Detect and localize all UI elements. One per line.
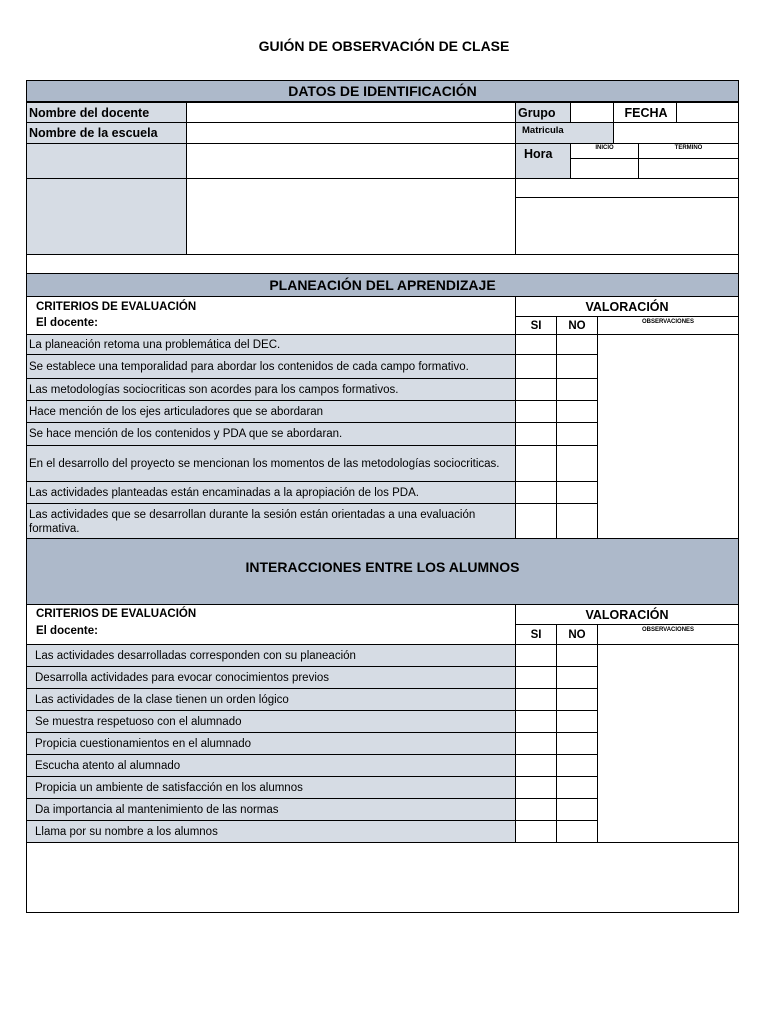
identification-header-text: DATOS DE IDENTIFICACIÓN: [288, 83, 477, 99]
planning-criterion-text: Se establece una temporalidad para abordar los contenidos de cada campo formativo.: [29, 360, 469, 373]
planning-criterion-text: La planeación retoma una problemática del DEC.: [29, 338, 281, 351]
group-label-text: Grupo: [518, 105, 556, 120]
planning-yes-cell[interactable]: [515, 422, 557, 446]
interactions-yes-cell[interactable]: [515, 820, 557, 843]
planning-criterion: [26, 354, 516, 379]
planning-criterion-text: Las actividades que se desarrollan durante la sesión están orientadas a una evaluación formativa.: [29, 508, 476, 535]
planning-criterion: [26, 445, 516, 482]
planning-yes-cell[interactable]: [515, 334, 557, 355]
interactions-yes-header: [515, 624, 557, 645]
planning-observations-label: OBSERVACIONES: [641, 319, 695, 325]
interactions-no-cell[interactable]: [556, 688, 598, 711]
interactions-yes-cell[interactable]: [515, 688, 557, 711]
interactions-yes-cell[interactable]: [515, 666, 557, 689]
enrollment-label-text: Matricula: [522, 125, 564, 136]
planning-yes-label: SI: [530, 319, 542, 332]
blank-field-4[interactable]: [515, 197, 739, 255]
start-time-label-text: INICIO: [595, 145, 614, 151]
start-time-field[interactable]: [570, 158, 639, 179]
interactions-criterion: [26, 820, 516, 843]
planning-criteria-header: [26, 296, 516, 335]
planning-criterion: [26, 481, 516, 504]
interactions-criteria-label: CRITERIOS DE EVALUACIÓN: [36, 608, 197, 620]
interactions-no-cell[interactable]: [556, 732, 598, 755]
teacher-name-label: [26, 102, 187, 123]
interactions-yes-cell[interactable]: [515, 776, 557, 799]
planning-no-cell[interactable]: [556, 354, 598, 379]
date-label-text: FECHA: [624, 105, 668, 120]
interactions-criterion: [26, 710, 516, 733]
interactions-yes-cell[interactable]: [515, 644, 557, 667]
planning-header-text: PLANEACIÓN DEL APRENDIZAJE: [269, 277, 496, 293]
planning-yes-cell[interactable]: [515, 481, 557, 504]
blank-label-2: [26, 178, 187, 255]
planning-no-header: [556, 316, 598, 335]
interactions-yes-cell[interactable]: [515, 732, 557, 755]
interactions-header-text: INTERACCIONES ENTRE LOS ALUMNOS: [245, 559, 520, 575]
end-time-label-text: TERMINO: [674, 145, 703, 151]
interactions-criterion-text: Se muestra respetuoso con el alumnado: [35, 715, 242, 728]
interactions-criterion: [26, 732, 516, 755]
end-time-label: [638, 143, 739, 159]
date-field[interactable]: [676, 102, 739, 123]
planning-no-cell[interactable]: [556, 445, 598, 482]
interactions-teacher-label: El docente:: [36, 625, 98, 637]
planning-no-cell[interactable]: [556, 334, 598, 355]
interactions-criterion-text: Llama por su nombre a los alumnos: [35, 825, 218, 838]
frame-line-right: [738, 254, 739, 274]
identification-header: [26, 80, 739, 102]
interactions-yes-cell[interactable]: [515, 754, 557, 777]
school-name-field[interactable]: [186, 122, 516, 144]
planning-rating-header: [515, 296, 739, 317]
interactions-no-cell[interactable]: [556, 776, 598, 799]
planning-teacher-label: El docente:: [36, 317, 98, 329]
interactions-no-cell[interactable]: [556, 666, 598, 689]
planning-criteria-label: CRITERIOS DE EVALUACIÓN: [36, 301, 197, 313]
interactions-criterion-text: Da importancia al mantenimiento de las normas: [35, 803, 279, 816]
blank-label-1: [26, 143, 187, 179]
planning-criterion: [26, 334, 516, 355]
blank-field-1[interactable]: [186, 143, 516, 179]
planning-no-cell[interactable]: [556, 378, 598, 401]
planning-no-label: NO: [568, 319, 586, 332]
planning-rating-label: VALORACIÓN: [585, 299, 669, 314]
planning-no-cell[interactable]: [556, 481, 598, 504]
planning-yes-header: [515, 316, 557, 335]
school-name-label-text: Nombre de la escuela: [29, 126, 158, 140]
group-field[interactable]: [570, 102, 614, 123]
interactions-yes-cell[interactable]: [515, 798, 557, 821]
date-label: [613, 102, 677, 123]
interactions-no-cell[interactable]: [556, 754, 598, 777]
planning-criterion: [26, 422, 516, 446]
planning-yes-cell[interactable]: [515, 354, 557, 379]
interactions-rating-header: [515, 604, 739, 625]
comments-area[interactable]: [26, 842, 739, 913]
time-label: [515, 143, 571, 179]
planning-yes-cell[interactable]: [515, 400, 557, 423]
teacher-name-label-text: Nombre del docente: [29, 105, 150, 120]
interactions-no-label: NO: [568, 628, 586, 641]
interactions-observations-label: OBSERVACIONES: [641, 627, 695, 633]
enrollment-field[interactable]: [613, 122, 739, 144]
enrollment-label: [515, 122, 614, 144]
page-title: GUIÓN DE OBSERVACIÓN DE CLASE: [258, 38, 510, 54]
planning-criterion-text: Se hace mención de los contenidos y PDA que se abordaran.: [29, 428, 343, 440]
group-label: [515, 102, 571, 123]
planning-criterion-text: Hace mención de los ejes articuladores que se abordaran: [29, 405, 324, 418]
planning-yes-cell[interactable]: [515, 445, 557, 482]
interactions-no-cell[interactable]: [556, 710, 598, 733]
teacher-name-field[interactable]: [186, 102, 516, 123]
blank-field-3[interactable]: [515, 178, 739, 198]
interactions-no-cell[interactable]: [556, 820, 598, 843]
planning-no-cell[interactable]: [556, 400, 598, 423]
interactions-criterion: [26, 776, 516, 799]
planning-yes-cell[interactable]: [515, 503, 557, 540]
planning-yes-cell[interactable]: [515, 378, 557, 401]
planning-no-cell[interactable]: [556, 503, 598, 540]
interactions-criteria-header: [26, 604, 516, 645]
interactions-criterion-text: Escucha atento al alumnado: [35, 759, 181, 772]
planning-criterion: [26, 503, 516, 540]
interactions-criterion: [26, 798, 516, 821]
interactions-criterion-text: Las actividades de la clase tienen un orden lógico: [35, 693, 289, 706]
interactions-observations-field[interactable]: [597, 644, 739, 843]
interactions-no-cell[interactable]: [556, 798, 598, 821]
interactions-criterion-text: Propicia cuestionamientos en el alumnado: [35, 737, 252, 750]
planning-criterion: [26, 400, 516, 423]
interactions-criterion: [26, 688, 516, 711]
interactions-criterion: [26, 754, 516, 777]
time-label-text: Hora: [524, 147, 553, 161]
frame-line-left: [26, 254, 27, 274]
planning-criterion-text: En el desarrollo del proyecto se mencionan los momentos de las metodologías sociocriticas.: [29, 457, 500, 470]
interactions-criterion-text: Las actividades desarrolladas corresponden con su planeación: [35, 649, 356, 662]
interactions-criterion-text: Desarrolla actividades para evocar conocimientos previos: [35, 671, 330, 684]
end-time-field[interactable]: [638, 158, 739, 179]
interactions-yes-label: SI: [530, 628, 542, 641]
planning-criterion-text: Las actividades planteadas están encaminadas a la apropiación de los PDA.: [29, 486, 419, 499]
blank-field-2[interactable]: [186, 178, 516, 255]
planning-header: [26, 273, 739, 297]
planning-criterion-text: Las metodologías sociocriticas son acordes para los campos formativos.: [29, 383, 399, 396]
interactions-no-header: [556, 624, 598, 645]
interactions-criterion: [26, 666, 516, 689]
interactions-yes-cell[interactable]: [515, 710, 557, 733]
start-time-label: [570, 143, 639, 159]
interactions-criterion-text: Propicia un ambiente de satisfacción en los alumnos: [35, 781, 303, 794]
interactions-no-cell[interactable]: [556, 644, 598, 667]
interactions-observations-header: [597, 624, 739, 645]
interactions-criterion: [26, 644, 516, 667]
planning-no-cell[interactable]: [556, 422, 598, 446]
interactions-rating-label: VALORACIÓN: [585, 607, 669, 622]
planning-criterion: [26, 378, 516, 401]
school-name-label: [26, 122, 187, 144]
planning-observations-header: [597, 316, 739, 335]
planning-observations-field[interactable]: [597, 334, 739, 539]
interactions-header: [26, 538, 739, 605]
